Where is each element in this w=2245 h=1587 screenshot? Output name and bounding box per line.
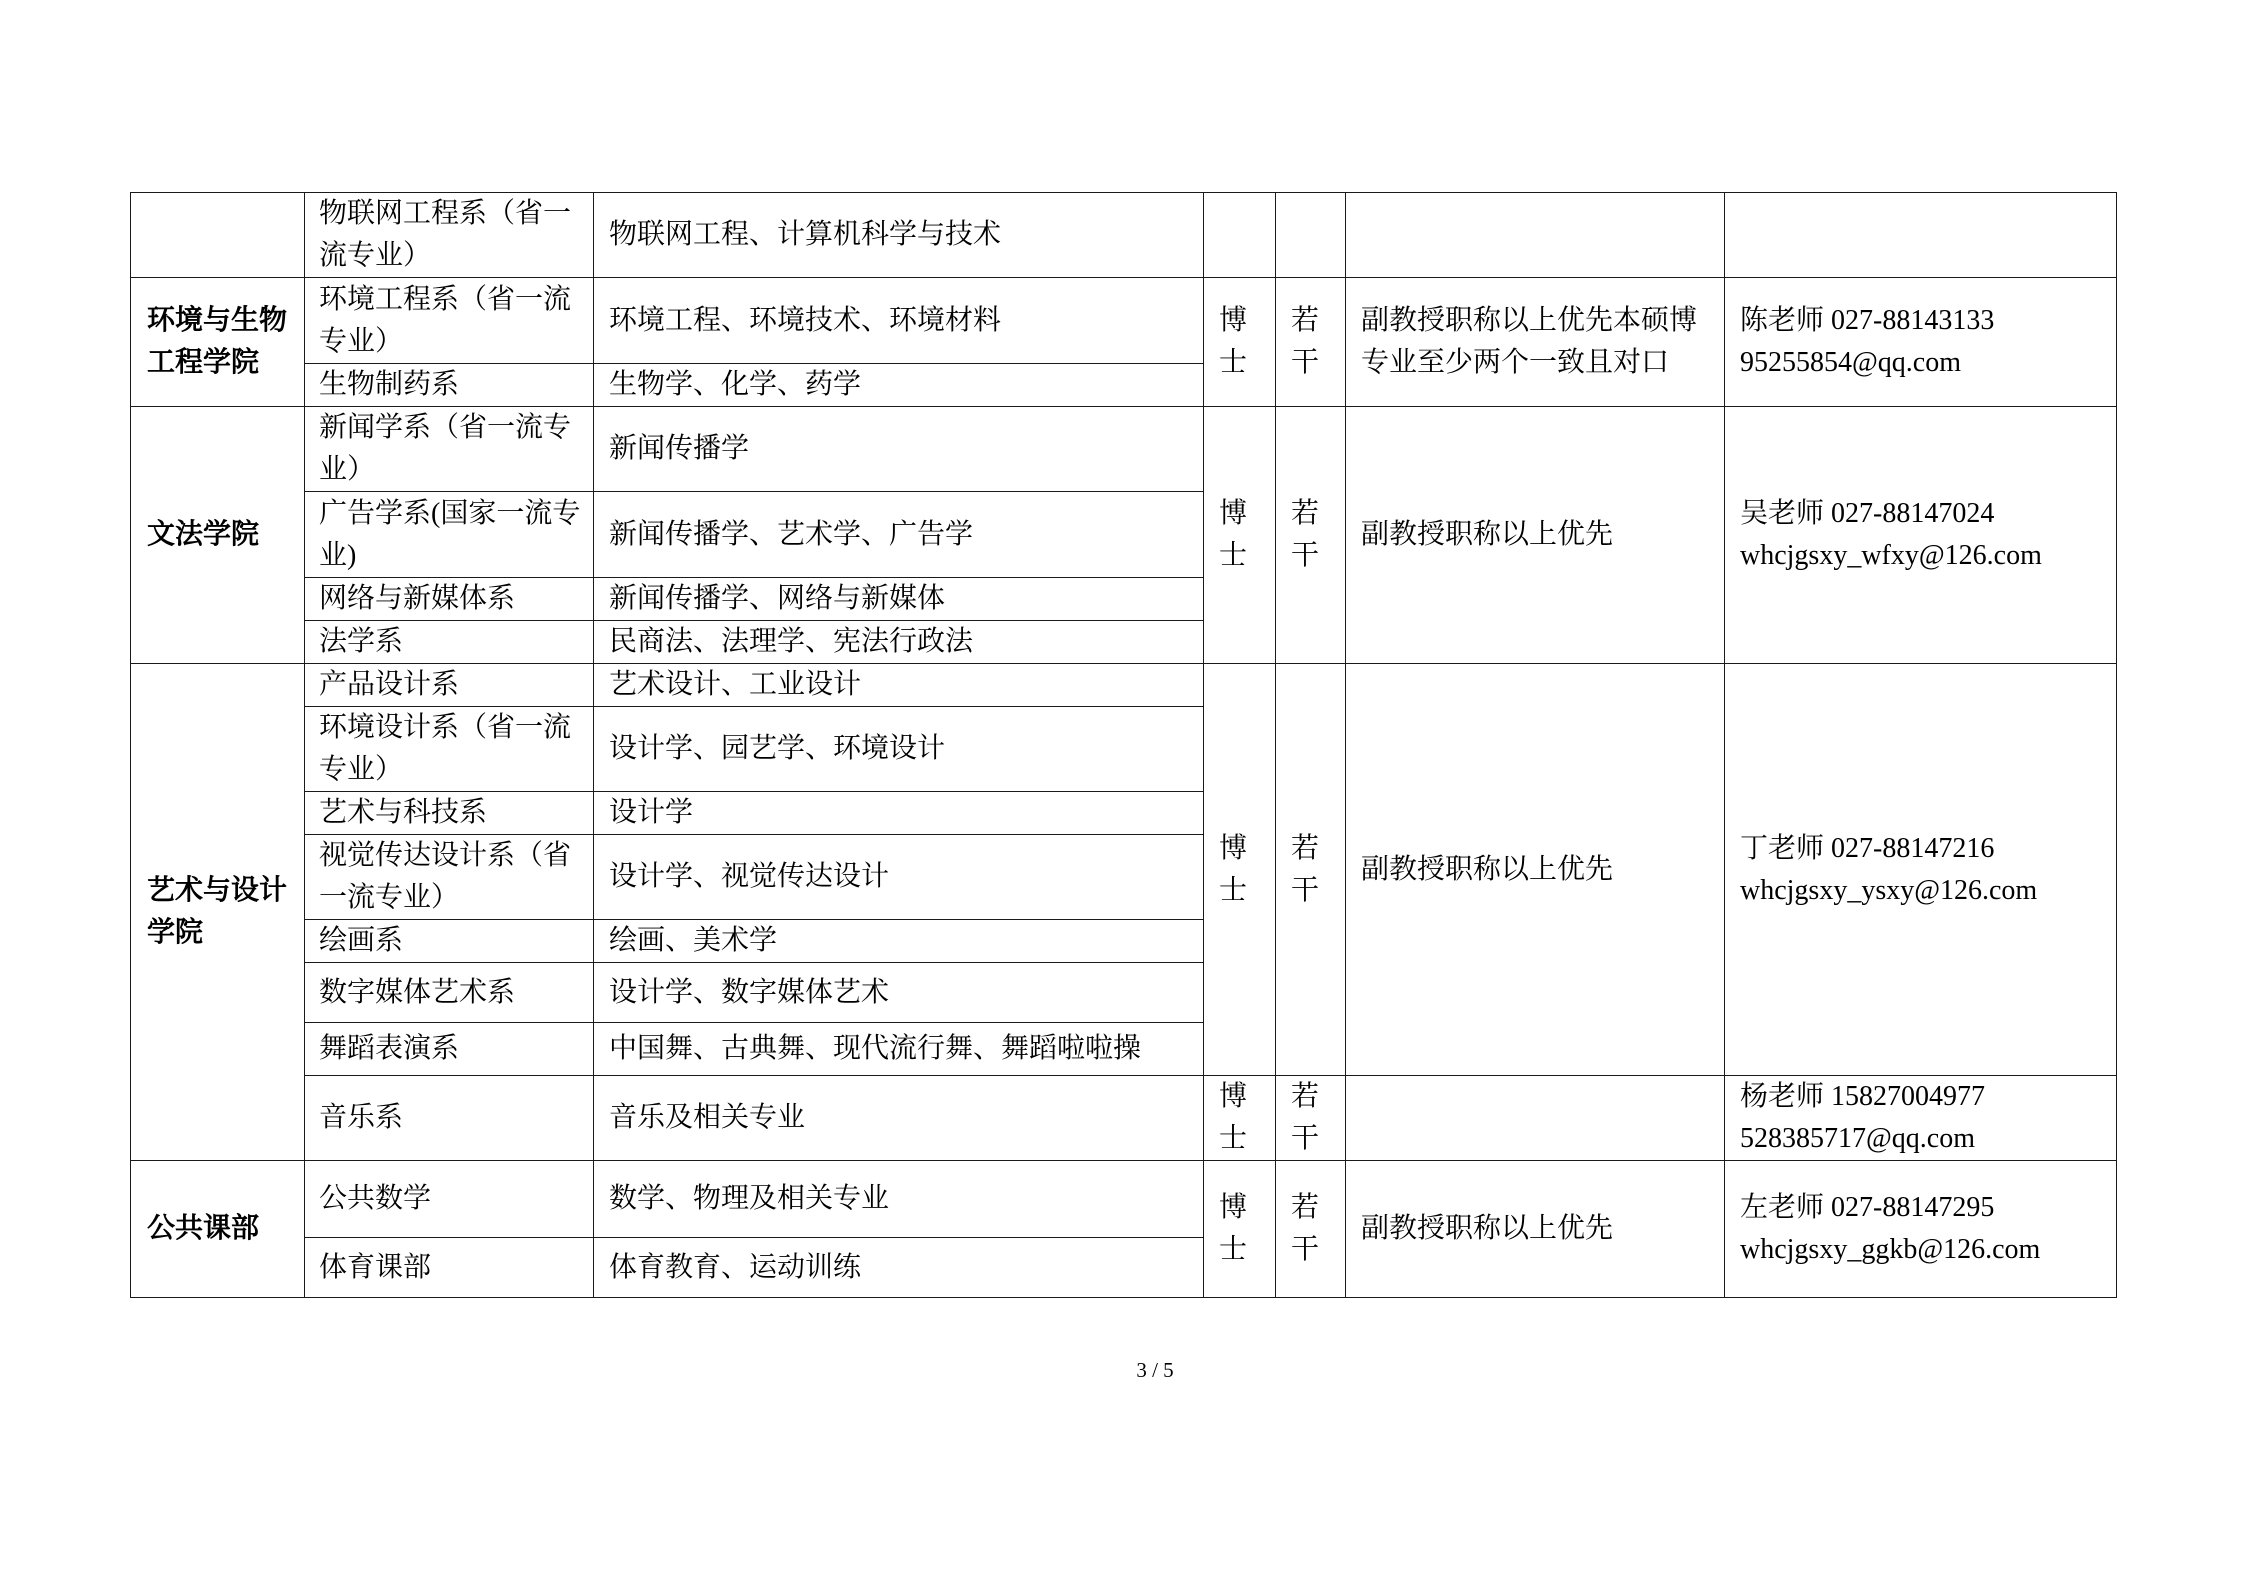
- majors: 设计学、园艺学、环境设计: [594, 707, 1204, 792]
- contact-cell: [1725, 1076, 2117, 1161]
- majors: 物联网工程、计算机科学与技术: [594, 193, 1204, 278]
- requirement: 副教授职称以上优先本硕博专业至少两个一致且对口: [1346, 278, 1725, 407]
- college-name-cell: 文法学院: [131, 407, 305, 664]
- majors: 民商法、法理学、宪法行政法: [594, 621, 1204, 664]
- department-name: 数字媒体艺术系: [305, 963, 594, 1023]
- college-name-cell: 艺术与设计学院: [131, 664, 305, 1161]
- table-row: [131, 407, 2117, 492]
- majors: 艺术设计、工业设计: [594, 664, 1204, 707]
- recruitment-table: [130, 192, 2117, 1298]
- majors: 音乐及相关专业: [594, 1076, 1204, 1161]
- contact-email: whcjgsxy_ysxy@126.com: [1740, 874, 2038, 906]
- contact-email: 528385717@qq.com: [1740, 1123, 1975, 1154]
- majors: 设计学、数字媒体艺术: [594, 963, 1204, 1023]
- degree: 博士: [1204, 278, 1276, 407]
- majors: 新闻传播学、网络与新媒体: [594, 578, 1204, 621]
- position-count: [1276, 193, 1346, 278]
- page-number: 3 / 5: [1136, 1358, 1174, 1382]
- majors: 数学、物理及相关专业: [594, 1161, 1204, 1238]
- degree: 博士: [1204, 407, 1276, 664]
- position-count: 若干: [1276, 407, 1346, 664]
- department-name: 环境工程系（省一流专业）: [305, 278, 594, 364]
- contact-cell: [1725, 664, 2117, 1076]
- majors: 设计学: [594, 792, 1204, 835]
- department-name: 广告学系(国家一流专业): [305, 492, 594, 578]
- department-name: 产品设计系: [305, 664, 594, 707]
- department-name: 体育课部: [305, 1238, 594, 1298]
- department-name: 绘画系: [305, 920, 594, 963]
- contact-cell: [1725, 193, 2117, 278]
- department-name: 生物制药系: [305, 364, 594, 407]
- majors: 设计学、视觉传达设计: [594, 835, 1204, 920]
- degree: [1204, 193, 1276, 278]
- position-count: 若干: [1276, 1076, 1346, 1161]
- department-name: 公共数学: [305, 1161, 594, 1238]
- position-count: 若干: [1276, 664, 1346, 1076]
- requirement: [1346, 1076, 1725, 1161]
- requirement: 副教授职称以上优先: [1346, 407, 1725, 664]
- majors: 环境工程、环境技术、环境材料: [594, 278, 1204, 364]
- department-name: 法学系: [305, 621, 594, 664]
- requirement: [1346, 193, 1725, 278]
- position-count: 若干: [1276, 1161, 1346, 1298]
- department-name: 物联网工程系（省一流专业）: [305, 193, 594, 278]
- position-count: 若干: [1276, 278, 1346, 407]
- department-name: 视觉传达设计系（省一流专业）: [305, 835, 594, 920]
- degree: 博士: [1204, 1076, 1276, 1161]
- table-row: [131, 278, 2117, 364]
- majors: 绘画、美术学: [594, 920, 1204, 963]
- college-name-cell: [131, 193, 305, 278]
- contact-email: 95255854@qq.com: [1740, 347, 1961, 378]
- majors: 生物学、化学、药学: [594, 364, 1204, 407]
- contact-name-phone: 丁老师 027-88147216: [1740, 832, 1995, 864]
- department-name: 艺术与科技系: [305, 792, 594, 835]
- department-name: 环境设计系（省一流专业）: [305, 707, 594, 792]
- college-name-cell: 环境与生物工程学院: [131, 278, 305, 407]
- degree: 博士: [1204, 1161, 1276, 1298]
- department-name: 网络与新媒体系: [305, 578, 594, 621]
- contact-cell: [1725, 407, 2117, 664]
- contact-cell: [1725, 278, 2117, 407]
- majors: 新闻传播学、艺术学、广告学: [594, 492, 1204, 578]
- table-row: [131, 193, 2117, 278]
- department-name: 舞蹈表演系: [305, 1023, 594, 1076]
- department-name: 新闻学系（省一流专业）: [305, 407, 594, 492]
- contact-name-phone: 左老师 027-88147295: [1740, 1192, 1995, 1223]
- contact-email: whcjgsxy_wfxy@126.com: [1740, 540, 2042, 571]
- contact-name-phone: 陈老师 027-88143133: [1740, 305, 1995, 336]
- department-name: 音乐系: [305, 1076, 594, 1161]
- requirement: 副教授职称以上优先: [1346, 1161, 1725, 1298]
- college-name-cell: 公共课部: [131, 1161, 305, 1298]
- degree: 博士: [1204, 664, 1276, 1076]
- majors: 中国舞、古典舞、现代流行舞、舞蹈啦啦操: [594, 1023, 1204, 1076]
- majors: 新闻传播学: [594, 407, 1204, 492]
- majors: 体育教育、运动训练: [594, 1238, 1204, 1298]
- contact-cell: [1725, 1161, 2117, 1298]
- contact-name-phone: 吴老师 027-88147024: [1740, 498, 1995, 529]
- requirement: 副教授职称以上优先: [1346, 664, 1725, 1076]
- table-row: [131, 1161, 2117, 1238]
- table-row: [131, 664, 2117, 707]
- table-row: [131, 1076, 2117, 1161]
- contact-email: whcjgsxy_ggkb@126.com: [1740, 1234, 2041, 1265]
- contact-name-phone: 杨老师 15827004977: [1740, 1081, 1986, 1112]
